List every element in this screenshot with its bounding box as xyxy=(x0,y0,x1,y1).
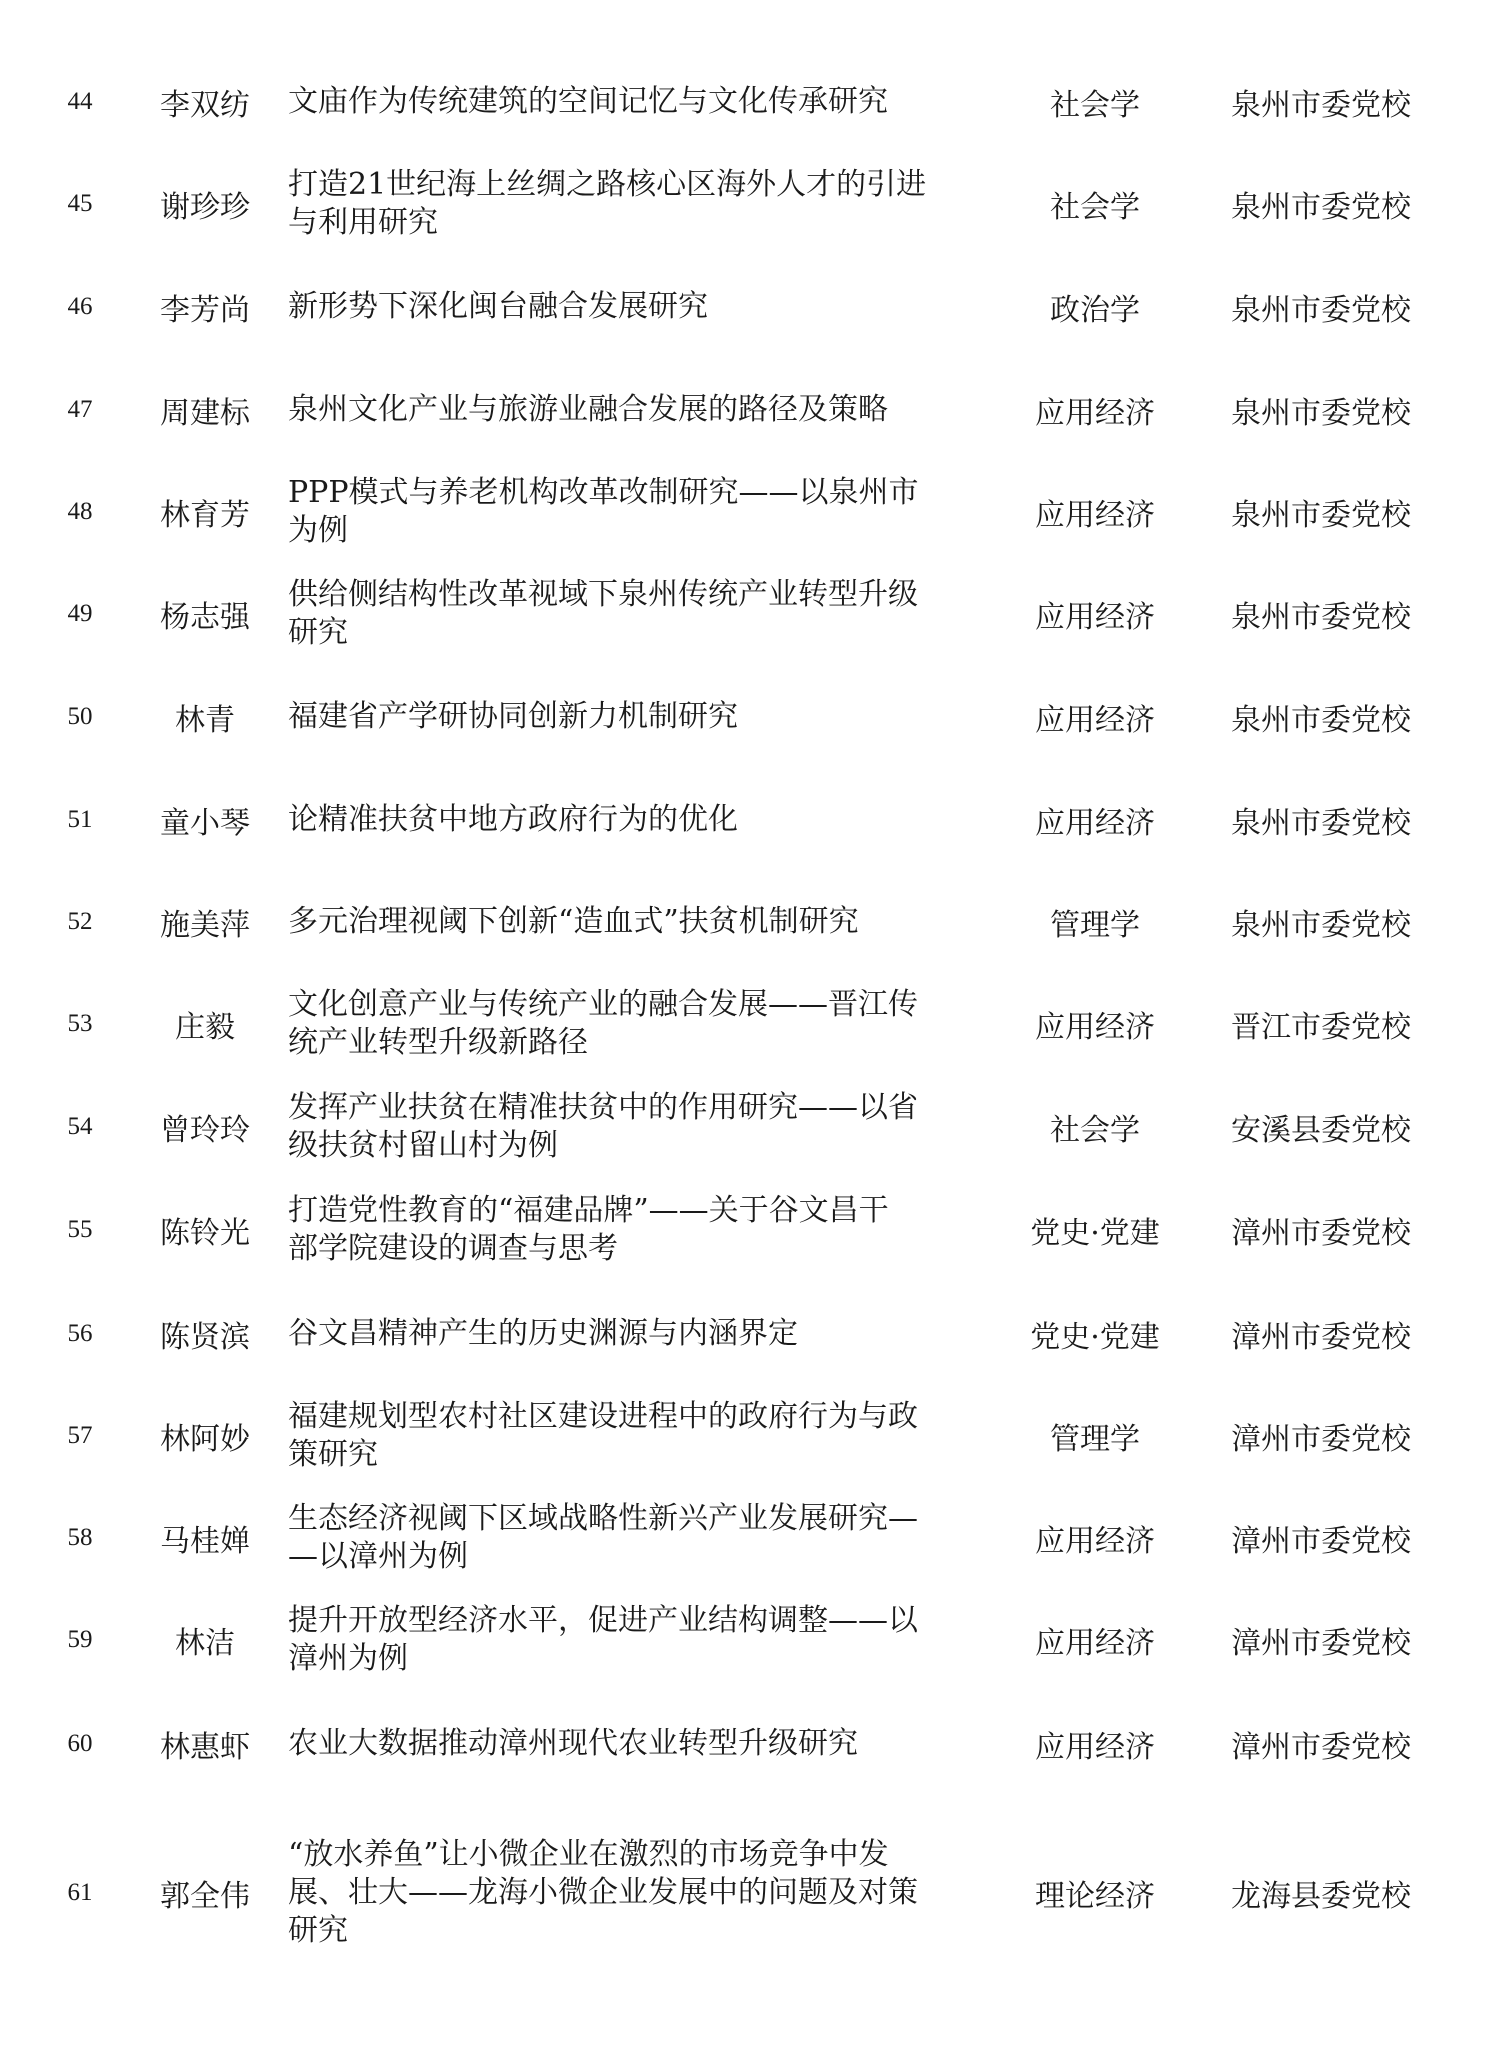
research-title-text: 论精准扶贫中地方政府行为的优化 xyxy=(288,802,738,837)
institution xyxy=(1196,1486,1446,1590)
row-number xyxy=(40,50,120,154)
subject-field xyxy=(1000,1692,1190,1796)
institution-text: 漳州市委党校 xyxy=(1231,1524,1411,1559)
research-title xyxy=(288,665,998,769)
institution xyxy=(1196,1692,1446,1796)
subject-field-text: 理论经济 xyxy=(1035,1879,1155,1914)
table-row xyxy=(0,1486,1504,1590)
institution-text: 漳州市委党校 xyxy=(1231,1626,1411,1661)
subject-field-text: 党史·党建 xyxy=(1030,1216,1160,1251)
author-name xyxy=(140,1282,270,1386)
institution-text: 泉州市委党校 xyxy=(1231,88,1411,123)
subject-field xyxy=(1000,1178,1190,1282)
institution xyxy=(1196,768,1446,872)
subject-field-text: 应用经济 xyxy=(1035,1730,1155,1765)
row-number xyxy=(40,768,120,872)
subject-field xyxy=(1000,1384,1190,1488)
research-title xyxy=(288,1818,998,1968)
author-name xyxy=(140,255,270,359)
institution-text: 漳州市委党校 xyxy=(1231,1730,1411,1765)
research-title xyxy=(288,255,998,359)
research-title-text: PPP模式与养老机构改革改制研究——以泉州市 为例 xyxy=(288,475,919,548)
research-title xyxy=(288,152,998,256)
table-row xyxy=(0,1178,1504,1282)
author-name-text: 马桂婵 xyxy=(160,1524,250,1559)
table-row xyxy=(0,1692,1504,1796)
research-title-text: 多元治理视阈下创新“造血式”扶贫机制研究 xyxy=(288,904,859,939)
institution-text: 泉州市委党校 xyxy=(1231,908,1411,943)
row-number xyxy=(40,870,120,974)
subject-field-text: 管理学 xyxy=(1050,908,1140,943)
institution-text: 漳州市委党校 xyxy=(1231,1216,1411,1251)
author-name-text: 林洁 xyxy=(175,1626,235,1661)
subject-field xyxy=(1000,768,1190,872)
institution-text: 安溪县委党校 xyxy=(1231,1113,1411,1148)
row-number xyxy=(40,562,120,666)
table-row xyxy=(0,255,1504,359)
subject-field xyxy=(1000,255,1190,359)
table-row xyxy=(0,972,1504,1076)
research-title-text: 文庙作为传统建筑的空间记忆与文化传承研究 xyxy=(288,84,888,119)
institution-text: 泉州市委党校 xyxy=(1231,190,1411,225)
research-title-text: 发挥产业扶贫在精准扶贫中的作用研究——以省 级扶贫村留山村为例 xyxy=(288,1090,918,1163)
row-number xyxy=(40,972,120,1076)
research-title-text: 谷文昌精神产生的历史渊源与内涵界定 xyxy=(288,1316,798,1351)
research-title xyxy=(288,870,998,974)
table-row xyxy=(0,562,1504,666)
subject-field xyxy=(1000,1282,1190,1386)
author-name-text: 童小琴 xyxy=(160,806,250,841)
institution xyxy=(1196,562,1446,666)
institution-text: 泉州市委党校 xyxy=(1231,396,1411,431)
row-number-text: 48 xyxy=(67,498,93,525)
row-number xyxy=(40,1818,120,1968)
author-name-text: 谢珍珍 xyxy=(160,190,250,225)
author-name xyxy=(140,1178,270,1282)
author-name-text: 林育芳 xyxy=(160,498,250,533)
row-number xyxy=(40,1075,120,1179)
institution xyxy=(1196,460,1446,564)
table-row xyxy=(0,50,1504,154)
author-name xyxy=(140,50,270,154)
row-number xyxy=(40,1692,120,1796)
table-row xyxy=(0,1588,1504,1692)
author-name-text: 林阿妙 xyxy=(160,1422,250,1457)
research-title-text: 打造21世纪海上丝绸之路核心区海外人才的引进 与利用研究 xyxy=(288,167,927,240)
research-title xyxy=(288,1486,998,1590)
subject-field-text: 应用经济 xyxy=(1035,806,1155,841)
row-number xyxy=(40,665,120,769)
row-number xyxy=(40,1178,120,1282)
subject-field xyxy=(1000,50,1190,154)
institution-text: 漳州市委党校 xyxy=(1231,1422,1411,1457)
author-name xyxy=(140,665,270,769)
author-name xyxy=(140,972,270,1076)
row-number-text: 56 xyxy=(67,1320,93,1347)
author-name-text: 杨志强 xyxy=(160,600,250,635)
row-number xyxy=(40,255,120,359)
subject-field-text: 应用经济 xyxy=(1035,703,1155,738)
subject-field xyxy=(1000,460,1190,564)
author-name-text: 李芳尚 xyxy=(160,293,250,328)
research-title-text: 供给侧结构性改革视域下泉州传统产业转型升级 研究 xyxy=(288,577,918,650)
subject-field-text: 社会学 xyxy=(1050,1113,1140,1148)
institution-text: 泉州市委党校 xyxy=(1231,703,1411,738)
institution-text: 泉州市委党校 xyxy=(1231,806,1411,841)
research-title-text: 打造党性教育的“福建品牌”——关于谷文昌干 部学院建设的调查与思考 xyxy=(288,1193,889,1266)
table-row xyxy=(0,1075,1504,1179)
subject-field xyxy=(1000,972,1190,1076)
row-number xyxy=(40,1486,120,1590)
table-row xyxy=(0,460,1504,564)
subject-field-text: 应用经济 xyxy=(1035,600,1155,635)
institution xyxy=(1196,972,1446,1076)
institution xyxy=(1196,255,1446,359)
author-name xyxy=(140,1384,270,1488)
subject-field-text: 管理学 xyxy=(1050,1422,1140,1457)
research-title xyxy=(288,972,998,1076)
row-number-text: 51 xyxy=(67,806,93,833)
table-row xyxy=(0,152,1504,256)
institution-text: 漳州市委党校 xyxy=(1231,1320,1411,1355)
author-name xyxy=(140,870,270,974)
research-title-text: 福建规划型农村社区建设进程中的政府行为与政 策研究 xyxy=(288,1399,918,1472)
subject-field xyxy=(1000,1588,1190,1692)
author-name-text: 郭全伟 xyxy=(160,1879,250,1914)
subject-field-text: 应用经济 xyxy=(1035,1010,1155,1045)
subject-field xyxy=(1000,562,1190,666)
research-title xyxy=(288,1282,998,1386)
research-title xyxy=(288,358,998,462)
institution xyxy=(1196,152,1446,256)
table-row xyxy=(0,1384,1504,1488)
research-title xyxy=(288,460,998,564)
row-number-text: 46 xyxy=(67,293,93,320)
author-name-text: 周建标 xyxy=(160,396,250,431)
research-title-text: “放水养鱼”让小微企业在激烈的市场竞争中发 展、壮大——龙海小微企业发展中的问题及对策 研究 xyxy=(288,1837,918,1948)
research-title-text: 泉州文化产业与旅游业融合发展的路径及策略 xyxy=(288,392,888,427)
row-number xyxy=(40,152,120,256)
row-number-text: 50 xyxy=(67,703,93,730)
row-number xyxy=(40,1384,120,1488)
row-number xyxy=(40,1588,120,1692)
institution-text: 泉州市委党校 xyxy=(1231,293,1411,328)
research-title-text: 福建省产学研协同创新力机制研究 xyxy=(288,699,738,734)
subject-field xyxy=(1000,1486,1190,1590)
research-title-text: 新形势下深化闽台融合发展研究 xyxy=(288,289,708,324)
row-number-text: 52 xyxy=(67,908,93,935)
row-number-text: 59 xyxy=(67,1626,93,1653)
subject-field-text: 政治学 xyxy=(1050,293,1140,328)
author-name-text: 林惠虾 xyxy=(160,1730,250,1765)
author-name xyxy=(140,768,270,872)
research-title-text: 提升开放型经济水平，促进产业结构调整——以 漳州为例 xyxy=(288,1603,918,1676)
institution xyxy=(1196,358,1446,462)
research-title xyxy=(288,1692,998,1796)
institution xyxy=(1196,1384,1446,1488)
institution xyxy=(1196,50,1446,154)
row-number-text: 61 xyxy=(67,1879,93,1906)
row-number xyxy=(40,358,120,462)
subject-field xyxy=(1000,152,1190,256)
row-number-text: 49 xyxy=(67,600,93,627)
subject-field xyxy=(1000,1818,1190,1968)
research-title xyxy=(288,1075,998,1179)
subject-field xyxy=(1000,1075,1190,1179)
author-name-text: 陈贤滨 xyxy=(160,1320,250,1355)
author-name xyxy=(140,1486,270,1590)
institution xyxy=(1196,1075,1446,1179)
author-name xyxy=(140,152,270,256)
subject-field-text: 应用经济 xyxy=(1035,1626,1155,1661)
row-number-text: 57 xyxy=(67,1422,93,1449)
institution-text: 晋江市委党校 xyxy=(1231,1010,1411,1045)
institution xyxy=(1196,1818,1446,1968)
institution-text: 龙海县委党校 xyxy=(1231,1879,1411,1914)
institution-text: 泉州市委党校 xyxy=(1231,600,1411,635)
table-row xyxy=(0,768,1504,872)
subject-field-text: 党史·党建 xyxy=(1030,1320,1160,1355)
subject-field xyxy=(1000,358,1190,462)
author-name xyxy=(140,1075,270,1179)
research-title-text: 生态经济视阈下区域战略性新兴产业发展研究— —以漳州为例 xyxy=(288,1501,918,1574)
row-number xyxy=(40,1282,120,1386)
table-row xyxy=(0,1818,1504,1968)
research-title xyxy=(288,1178,998,1282)
author-name-text: 曾玲玲 xyxy=(160,1113,250,1148)
row-number-text: 47 xyxy=(67,396,93,423)
subject-field-text: 应用经济 xyxy=(1035,1524,1155,1559)
author-name xyxy=(140,1692,270,1796)
institution xyxy=(1196,870,1446,974)
row-number-text: 44 xyxy=(67,88,93,115)
row-number-text: 58 xyxy=(67,1524,93,1551)
research-title-text: 农业大数据推动漳州现代农业转型升级研究 xyxy=(288,1726,858,1761)
research-title xyxy=(288,562,998,666)
author-name-text: 李双纺 xyxy=(160,88,250,123)
research-title xyxy=(288,50,998,154)
table-row xyxy=(0,1282,1504,1386)
subject-field-text: 社会学 xyxy=(1050,88,1140,123)
author-name-text: 施美萍 xyxy=(160,908,250,943)
row-number xyxy=(40,460,120,564)
author-name-text: 庄毅 xyxy=(175,1010,235,1045)
table-row xyxy=(0,870,1504,974)
author-name xyxy=(140,358,270,462)
subject-field-text: 应用经济 xyxy=(1035,396,1155,431)
institution-text: 泉州市委党校 xyxy=(1231,498,1411,533)
institution xyxy=(1196,665,1446,769)
row-number-text: 54 xyxy=(67,1113,93,1140)
research-title xyxy=(288,768,998,872)
subject-field-text: 社会学 xyxy=(1050,190,1140,225)
subject-field-text: 应用经济 xyxy=(1035,498,1155,533)
author-name xyxy=(140,1588,270,1692)
table-row xyxy=(0,358,1504,462)
author-name-text: 陈铃光 xyxy=(160,1216,250,1251)
institution xyxy=(1196,1282,1446,1386)
author-name xyxy=(140,1818,270,1968)
subject-field xyxy=(1000,665,1190,769)
research-title xyxy=(288,1588,998,1692)
institution xyxy=(1196,1178,1446,1282)
row-number-text: 60 xyxy=(67,1730,93,1757)
row-number-text: 53 xyxy=(67,1010,93,1037)
row-number-text: 45 xyxy=(67,190,93,217)
institution xyxy=(1196,1588,1446,1692)
row-number-text: 55 xyxy=(67,1216,93,1243)
author-name xyxy=(140,562,270,666)
subject-field xyxy=(1000,870,1190,974)
author-name-text: 林青 xyxy=(175,703,235,738)
author-name xyxy=(140,460,270,564)
research-title-text: 文化创意产业与传统产业的融合发展——晋江传 统产业转型升级新路径 xyxy=(288,987,918,1060)
table-row xyxy=(0,665,1504,769)
research-title xyxy=(288,1384,998,1488)
